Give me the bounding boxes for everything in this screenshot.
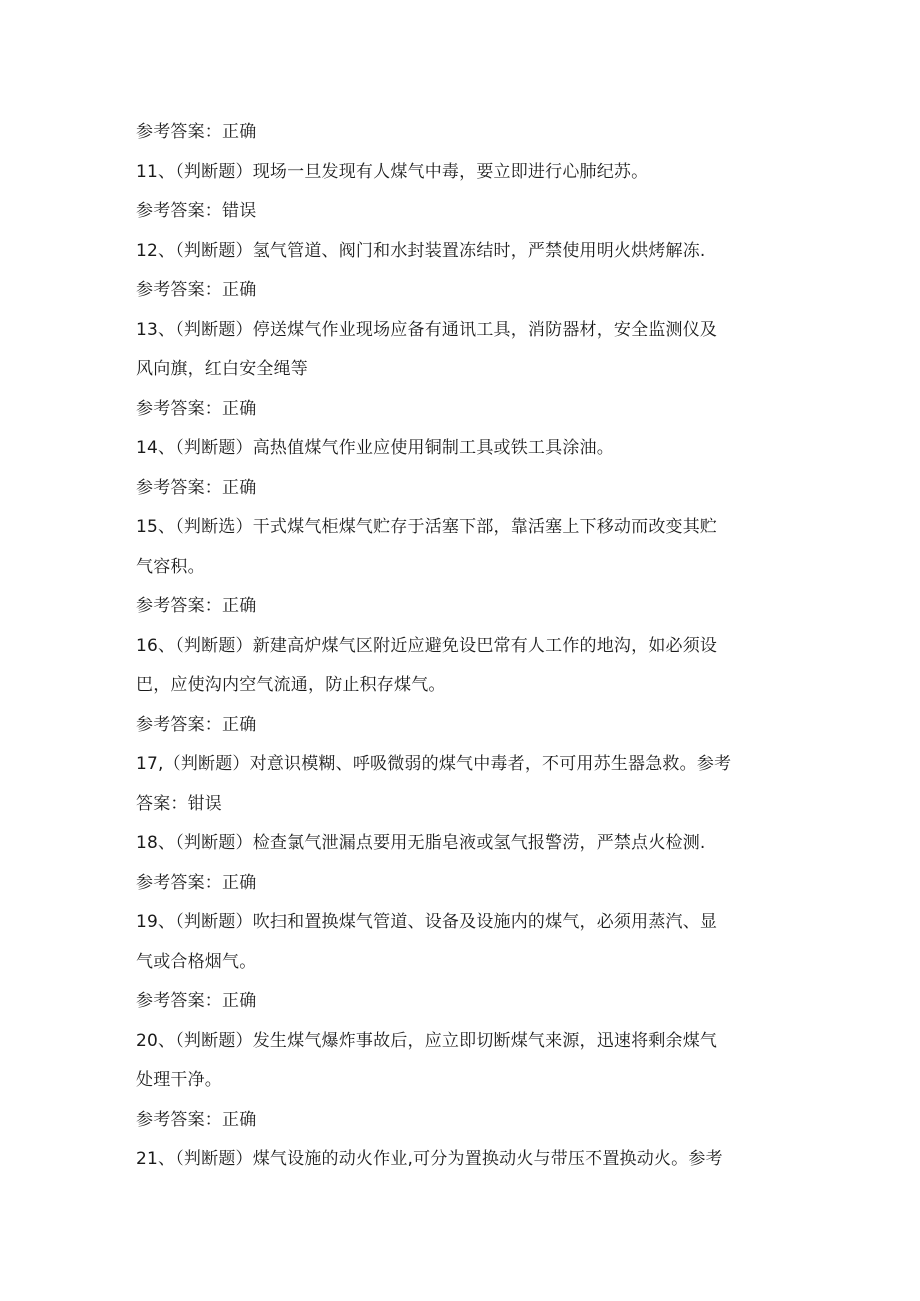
answer-line: 参考答案：正确	[136, 991, 257, 1011]
answer-line: 参考答案：正确	[136, 1109, 257, 1130]
answer-line: 参考答案：正确	[136, 398, 257, 419]
question-13: 13、（判断题）停送煤气作业现场应备有通讯工具，消防器材，安全监测仪及	[136, 319, 718, 340]
answer-line: 参考答案：正确	[136, 596, 257, 616]
answer-line: 参考答案：正确	[136, 122, 257, 142]
question-13-continued: 风向旗，红白安全绳等	[136, 359, 308, 379]
question-16-continued: 巴，应使沟内空气流通，防止积存煤气。	[136, 675, 446, 695]
answer-line: 参考答案：正确	[136, 714, 257, 735]
answer-line: 参考答案：正确	[136, 280, 257, 300]
question-19: 19、（判断题）吹扫和置换煤气管道、设备及设施内的煤气，必须用蒸汽、显	[136, 912, 718, 932]
question-12: 12、（判断题）氢气管道、阀门和水封装置冻结时，严禁使用明火烘烤解冻.	[136, 240, 706, 261]
document-body	[136, 113, 786, 1180]
question-15: 15、（判断选）干式煤气柜煤气贮存于活塞下部，靠活塞上下移动而改变其贮	[136, 517, 718, 537]
answer-line: 参考答案：错误	[136, 201, 257, 221]
question-17: 17,（判断题）对意识模糊、呼吸微弱的煤气中毒者，不可用苏生器急救。参考	[136, 754, 732, 774]
question-11: 11、（判断题）现场一旦发现有人煤气中毒，要立即进行心肺纪苏。	[136, 161, 649, 182]
question-14: 14、（判断题）高热值煤气作业应使用铜制工具或铁工具涂油。	[136, 438, 614, 458]
question-21: 21、（判断题）煤气设施的动火作业,可分为置换动火与带压不置换动火。参考	[136, 1149, 723, 1169]
question-20: 20、（判断题）发生煤气爆炸事故后，应立即切断煤气来源，迅速将剩余煤气	[136, 1030, 718, 1051]
question-16: 16、（判断题）新建高炉煤气区附近应避免设巴常有人工作的地沟，如必须设	[136, 635, 718, 656]
question-20-continued: 处理干净。	[136, 1070, 222, 1090]
question-17-continued: 答案：钳误	[136, 793, 222, 814]
question-18: 18、（判断题）检查氯气泄漏点要用无脂皂液或氢气报警涝，严禁点火检测.	[136, 833, 706, 853]
answer-line: 参考答案：正确	[136, 477, 257, 498]
question-19-continued: 气或合格烟气。	[136, 951, 257, 972]
question-15-continued: 气容积。	[136, 556, 205, 577]
answer-line: 参考答案：正确	[136, 872, 257, 893]
